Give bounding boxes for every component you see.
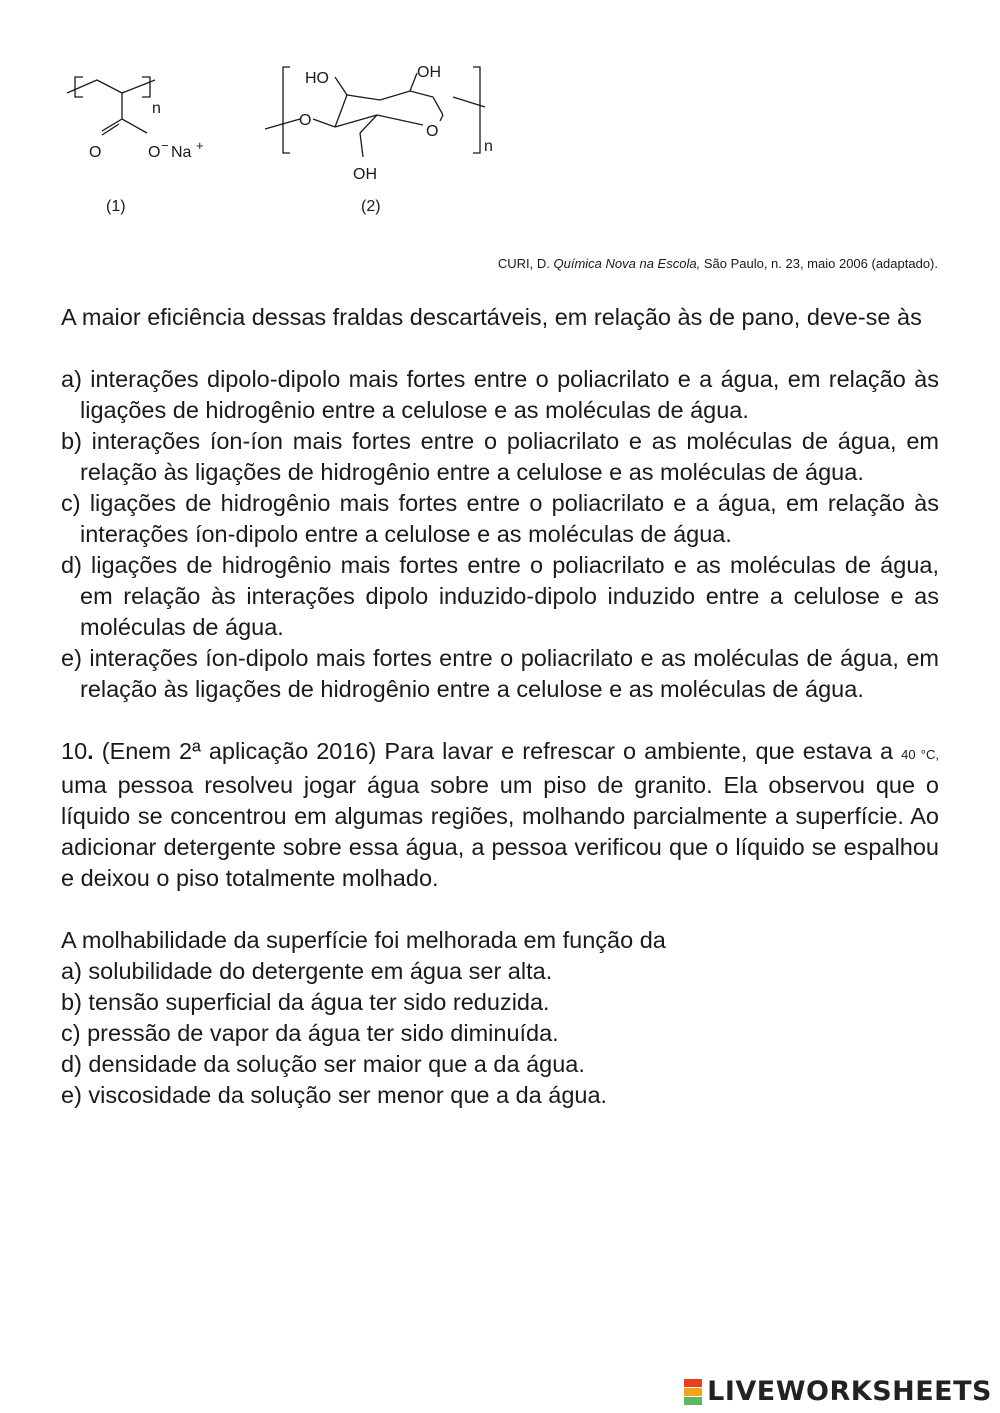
fig2-subscript: n <box>484 138 493 155</box>
question10-option-c[interactable]: c) pressão de vapor da água ter sido diminuída. <box>61 1020 559 1046</box>
citation-author: CURI, D. <box>497 256 550 271</box>
citation <box>498 256 938 271</box>
logo-bar-3 <box>684 1397 702 1405</box>
citation-journal: Química Nova na Escola, <box>553 256 701 271</box>
question10-number-dot: . <box>87 738 94 764</box>
fig1-label: (1) <box>106 198 126 215</box>
fig2-hydroxyl-top-left: HO <box>305 70 329 87</box>
question10-text-rest: uma pessoa resolveu jogar água sobre um piso de granito. Ela observou que o líquido se concentrou em algumas regiões, molhando parcialmente a superfície. Ao adicionar detergente sobre essa água, a pessoa verificou que o líquido se espalhou e deixou o piso totalmente molhado. <box>61 772 939 891</box>
spacer <box>61 894 939 925</box>
question10-option-d[interactable]: d) densidade da solução ser maior que a da água. <box>61 1051 585 1077</box>
liveworksheets-brand <box>684 1376 992 1407</box>
question10-source: (Enem 2ª aplicação 2016) Para lavar e refrescar o ambiente, que estava a <box>93 738 902 764</box>
question9-option-b[interactable]: b) interações íon-íon mais fortes entre o poliacrilato e as moléculas de água, em relação às ligações de hidrogênio entre a celulose e as moléculas de água. <box>61 428 939 485</box>
fig1-carboxylate-charge: − <box>161 138 169 153</box>
fig1-carboxylate-oxygen: O <box>148 144 161 161</box>
question9-option-c[interactable]: c) ligações de hidrogênio mais fortes entre o poliacrilato e a água, em relação às interações íon-dipolo entre a celulose e as moléculas de água. <box>61 490 939 547</box>
question10-text <box>61 736 939 894</box>
worksheet-content <box>61 302 939 1111</box>
question9-option-d[interactable]: d) ligações de hidrogênio mais fortes entre o poliacrilato e as moléculas de água, em relação às interações dipolo induzido-dipolo induzido entre a celulose e as moléculas de água. <box>61 552 939 640</box>
question9-option-e[interactable]: e) interações íon-dipolo mais fortes entre o poliacrilato e as moléculas de água, em relação às ligações de hidrogênio entre a celulose e as moléculas de água. <box>61 645 939 702</box>
logo-bar-2 <box>684 1388 702 1396</box>
fig2-label: (2) <box>361 198 381 215</box>
liveworksheets-brand-text: LIVEWORKSHEETS <box>707 1376 992 1407</box>
question9-stem: A maior eficiência dessas fraldas descartáveis, em relação às de pano, deve-se às <box>61 304 922 330</box>
question10-option-b[interactable]: b) tensão superficial da água ter sido reduzida. <box>61 989 550 1015</box>
logo-bar-1 <box>684 1379 702 1387</box>
question10-stem: A molhabilidade da superfície foi melhorada em função da <box>61 927 666 953</box>
spacer <box>61 705 939 736</box>
fig1-oxygen-double: O <box>89 144 102 161</box>
citation-details: São Paulo, n. 23, maio 2006 (adaptado). <box>703 256 938 271</box>
fig2-hydroxyl-top-right: OH <box>417 64 441 81</box>
question10-temperature: 40 °C, <box>901 747 939 762</box>
chemical-structures-figure <box>55 55 535 225</box>
fig1-cation: Na <box>171 144 192 161</box>
polyacrylate-structure <box>67 77 155 135</box>
cellulose-structure <box>265 67 485 157</box>
question10-option-a[interactable]: a) solubilidade do detergente em água ser alta. <box>61 958 553 984</box>
spacer <box>61 333 939 364</box>
question9-option-a[interactable]: a) interações dipolo-dipolo mais fortes entre o poliacrilato e a água, em relação às ligações de hidrogênio entre a celulose e as moléculas de água. <box>61 366 939 423</box>
question10-option-e[interactable]: e) viscosidade da solução ser menor que a da água. <box>61 1082 608 1108</box>
fig2-ring-oxygen: O <box>426 123 439 140</box>
fig1-subscript: n <box>152 100 161 117</box>
question10-number: 10 <box>61 738 88 764</box>
fig2-bridge-oxygen: O <box>299 112 312 129</box>
fig1-cation-charge: + <box>196 138 204 153</box>
structures-svg <box>55 55 535 225</box>
fig2-hydroxyl-bottom: OH <box>353 166 377 183</box>
liveworksheets-logo-icon <box>684 1379 702 1405</box>
